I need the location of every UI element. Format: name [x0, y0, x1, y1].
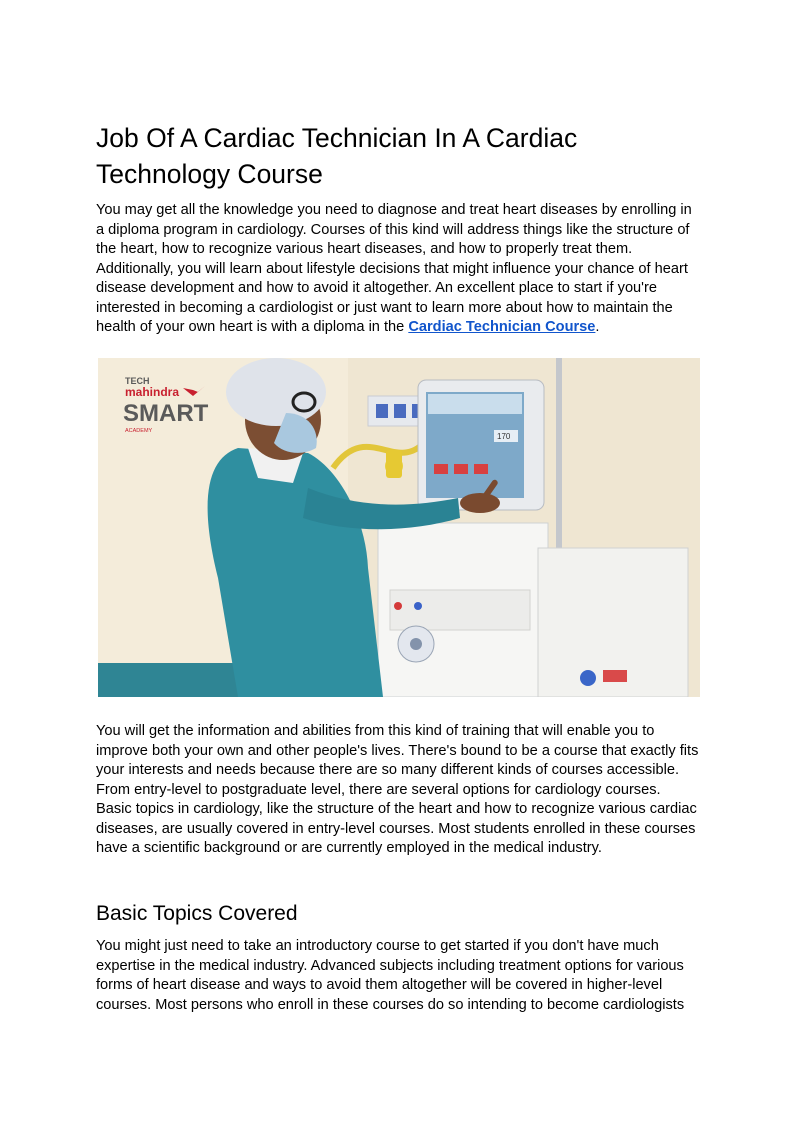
- article-photo: [98, 358, 700, 697]
- logo-smart: SMART: [123, 400, 209, 427]
- page-title: Job Of A Cardiac Technician In A Cardiac Technology Course: [96, 123, 578, 189]
- logo-mahindra: mahindra: [125, 385, 180, 399]
- logo-tech: TECH: [125, 376, 150, 386]
- intro-paragraph: [96, 201, 700, 338]
- intro-text: You may get all the knowledge you need to diagnose and treat heart diseases by enrolling in a diploma program in cardiology. Courses of this kind will address things like the structure of the heart, how to recognize various heart diseases, and how to properly treat them. Additionally, you will learn about lifestyle decisions that might influence your chance of heart disease development and how to avoid it altogether. An excellent place to start if you're interested in becoming a cardiologist or just want to learn more about how to maintain the health of your own heart is with a diploma in the: [96, 202, 692, 335]
- body-paragraph-2: You will get the information and abilities from this kind of training that will enable you to improve both your own and other people's lives. There's bound to be a course that exactly fits your interests and needs because there are so many different kinds of courses accessible. From entry-level to postgraduate level, there are several options for cardiology courses. Basic topics in cardiology, like the structure of the heart and how to recognize various cardiac diseases, are usually covered in entry-level courses. Most students enrolled in these courses have a scientific background or are currently employed in the medical industry.: [96, 723, 699, 856]
- section-heading: Basic Topics Covered: [96, 902, 298, 925]
- cardiac-technician-course-link[interactable]: Cardiac Technician Course: [408, 319, 596, 335]
- body-paragraph-3: You might just need to take an introductory course to get started if you don't have much expertise in the medical industry. Advanced subjects including treatment options for various forms of heart disease and ways to avoid them altogether will be covered in higher-level courses. Most persons who enroll in these courses do so intending to become cardiologists: [96, 938, 685, 1013]
- logo-academy: ACADEMY: [125, 428, 153, 434]
- intro-text-end: .: [595, 319, 600, 335]
- monitor-value: 170: [497, 432, 511, 441]
